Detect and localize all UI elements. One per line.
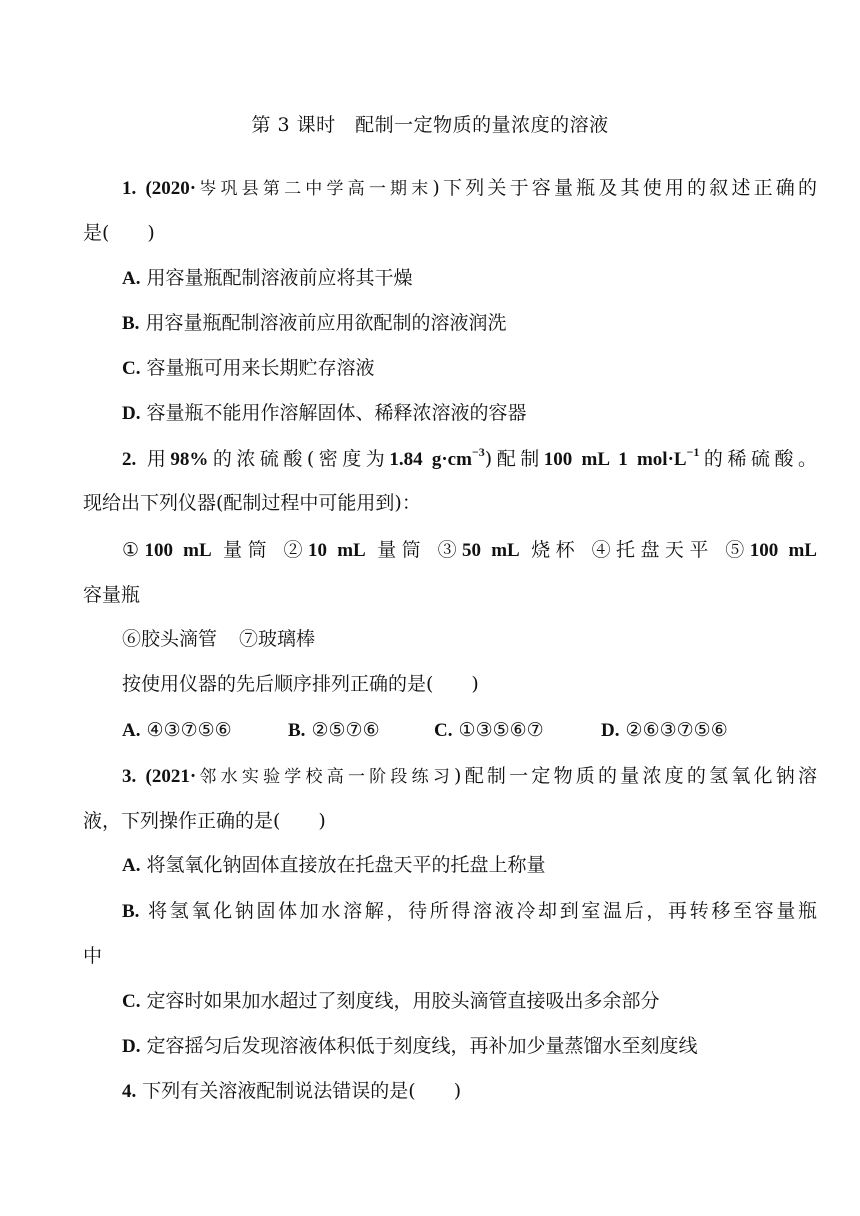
option-label: D. <box>122 1036 141 1057</box>
option-text: 用容量瓶配制溶液前应将其干燥 <box>146 267 413 289</box>
option-label: C. <box>122 358 141 379</box>
option-text: 定容摇匀后发现溶液体积低于刻度线，再补加少量蒸馏水至刻度线 <box>146 1035 698 1057</box>
q1-source-close: ) <box>432 177 440 199</box>
q2-density-exponent: −3 <box>471 444 485 459</box>
q3-stem-line2: 液，下列操作正确的是( ) <box>83 810 326 832</box>
option-label: A. <box>122 268 141 289</box>
q2-instruments-line2 <box>122 626 315 652</box>
q1-option-c <box>122 355 375 382</box>
option-text: 将氢氧化钠固体直接放在托盘天平的托盘上称量 <box>146 854 546 876</box>
q1-stem-line1 <box>122 175 817 202</box>
page-title: 第 3 课时 配制一定物质的量浓度的溶液 <box>251 114 609 136</box>
q2-concentration-exponent: −1 <box>686 444 700 459</box>
q3-source-close: ) <box>454 765 462 787</box>
q3-option-a <box>122 852 546 879</box>
q2-percent: 98% <box>170 449 209 470</box>
q2-text: 用 <box>146 448 171 470</box>
option-label: B. <box>122 313 140 334</box>
q2-text: 的稀硫酸。 <box>699 448 817 470</box>
option-text: 将氢氧化钠固体加水溶解，待所得溶液冷却到室温后，再转移至容量瓶 <box>148 900 817 922</box>
q2-concentration: 100 mL 1 mol·L <box>543 449 687 470</box>
option-text: 容量瓶不能用作溶解固体、稀释浓溶液的容器 <box>146 402 527 424</box>
q3-stem-line1 <box>122 763 817 790</box>
instrument-4: ④托盘天平 <box>591 539 714 561</box>
q2-instruments-line1 <box>122 537 817 564</box>
q1-option-a <box>122 265 413 292</box>
option-text: 定容时如果加水超过了刻度线，用胶头滴管直接吸出多余部分 <box>146 990 660 1012</box>
option-label: D. <box>122 403 141 424</box>
q2-stem-line1 <box>122 446 817 473</box>
q2-choice-d: D. ②⑥③⑦⑤⑥ <box>601 719 728 741</box>
q3-source-open: (2021· <box>145 766 197 787</box>
q3-number: 3. <box>122 766 137 787</box>
instrument-5: ⑤100 mL <box>725 539 817 561</box>
q2-choice-a: A. ④③⑦⑤⑥ <box>122 719 232 741</box>
option-text: 用容量瓶配制溶液前应用欲配制的溶液润洗 <box>145 312 507 334</box>
instrument-3: ③50 mL 烧杯 <box>437 539 581 561</box>
q3-option-c <box>122 988 660 1015</box>
q1-source-open: (2020· <box>145 178 197 199</box>
q1-option-d <box>122 400 527 427</box>
q4-stem <box>122 1078 461 1105</box>
instrument-7: ⑦玻璃棒 <box>239 628 316 650</box>
q2-choice-b: B. ②⑤⑦⑥ <box>288 719 380 741</box>
q1-number: 1. <box>122 178 137 199</box>
option-label: C. <box>122 991 141 1012</box>
option-text: 容量瓶可用来长期贮存溶液 <box>146 357 375 379</box>
q2-ask: 按使用仪器的先后顺序排列正确的是( ) <box>122 673 479 695</box>
option-label: A. <box>122 855 141 876</box>
option-label: B. <box>122 901 140 922</box>
q2-text: 的浓硫酸(密度为 <box>208 448 390 470</box>
q4-stem-text: 下列有关溶液配制说法错误的是( ) <box>142 1080 462 1102</box>
q2-number: 2. <box>122 449 137 470</box>
instrument-2: ②10 mL 量筒 <box>283 539 427 561</box>
q1-stem-line2: 是( ) <box>83 222 155 244</box>
q3-option-b-continued: 中 <box>83 945 103 967</box>
instrument-5-name: 容量瓶 <box>83 584 141 606</box>
q3-stem-text: 配制一定物质的量浓度的氢氧化钠溶 <box>461 765 817 787</box>
q1-option-b <box>122 310 507 337</box>
instrument-1: ①100 mL 量筒 <box>122 539 273 561</box>
q3-source: 邻水实验学校高一阶段练习 <box>196 767 455 787</box>
q2-text: )配制 <box>484 448 544 470</box>
q3-option-b <box>122 898 817 925</box>
q1-source: 岑巩县第二中学高一期末 <box>196 179 433 199</box>
q2-density: 1.84 g·cm <box>389 449 472 470</box>
q4-number: 4. <box>122 1081 137 1102</box>
instrument-6: ⑥胶头滴管 <box>122 628 218 650</box>
q2-choice-c: C. ①③⑤⑥⑦ <box>434 719 544 741</box>
q1-stem-text: 下列关于容量瓶及其使用的叙述正确的 <box>439 177 817 199</box>
q2-stem-line2: 现给出下列仪器(配制过程中可能用到)： <box>83 492 421 514</box>
q3-option-d <box>122 1033 698 1060</box>
